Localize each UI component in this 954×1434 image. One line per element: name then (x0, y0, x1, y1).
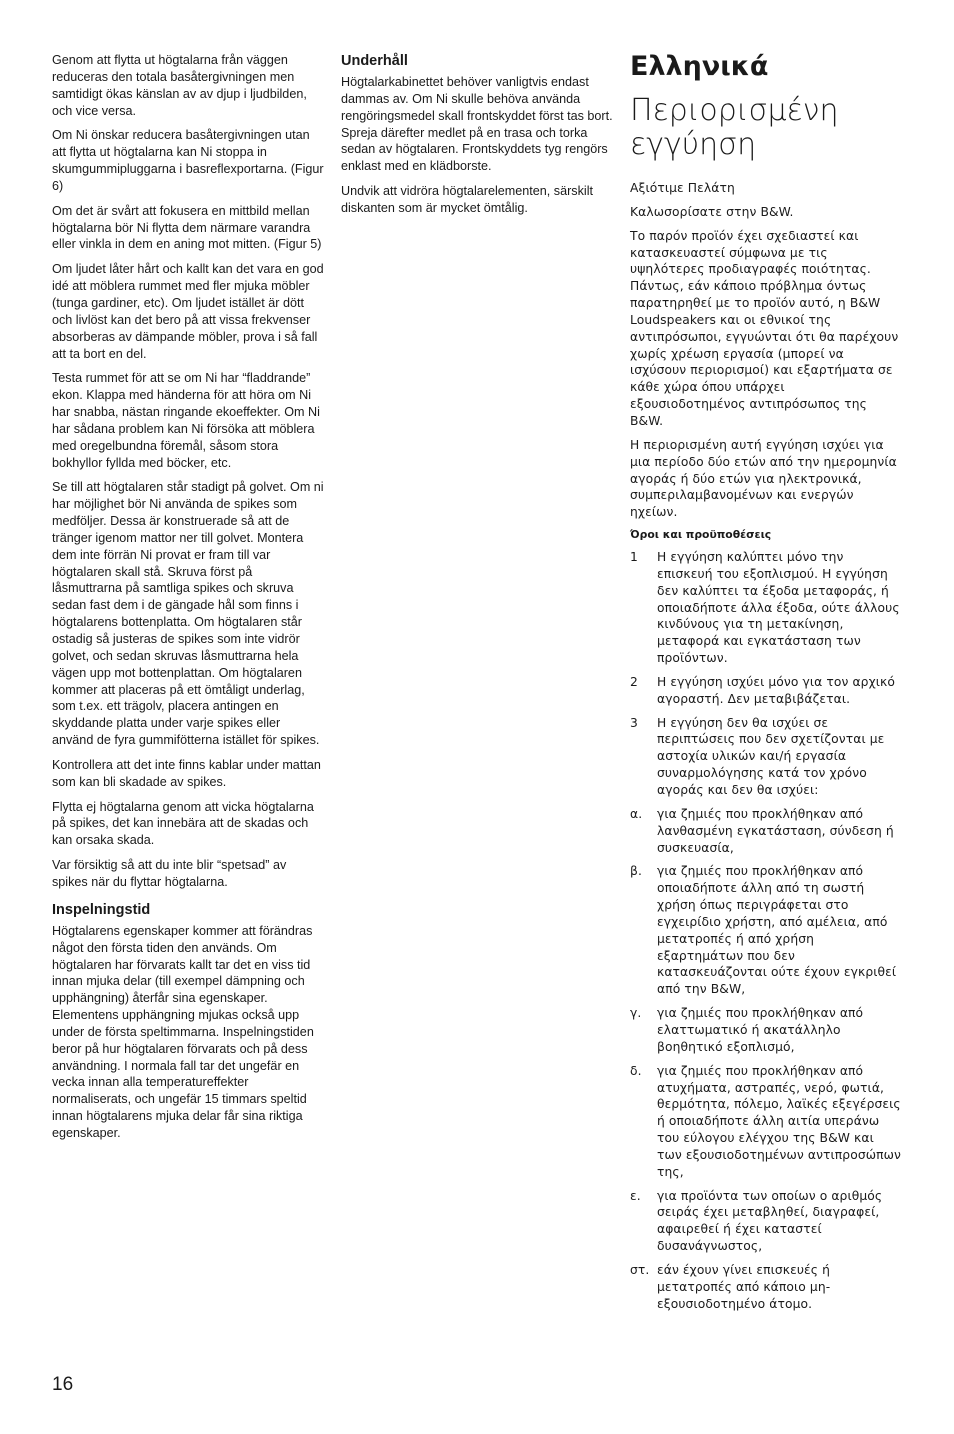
item-text: Η εγγύηση δεν θα ισχύει σε περιπτώσεις που δεν σχετίζονται με αστοχία υλικών και/ή εργασία συναρμολόγησης κατά τον χρόνο αγοράς και δεν θα ισχύει: (657, 715, 885, 797)
list-item (630, 1063, 902, 1181)
paragraph: Se till att högtalaren står stadigt på golvet. Om ni har möjlighet bör Ni använda de spikes som medföljer. Dessa är konstruerade så att de tränger igenom mattor ner till golvet. Montera dem inte förrän Ni provat er fram till var högtalaren skall stå. Skruva först på låsmuttrarna på samtliga spikes och skruva sedan fast dem i de gängade hål som finns i högtalarens bottenplatta. Om högtalaren står ostadig så justeras de spikes som inte vidrör golvet, och sedan skruvas låsmuttrarna hela vägen upp mot bottenplattan. Om högtalaren kommer att placeras på ett ömtåligt underlag, som t.ex. ett trägolv, placera antingen en skyddande platta under varje spikes eller använd de fyra gummifötterna istället för spikes. (52, 480, 324, 748)
paragraph: Om Ni önskar reducera basåtergivningen utan att flytta ut högtalarna kan Ni stoppa in skumgummipluggarna i basreflexportarna. (Figur 6) (52, 128, 324, 193)
item-number: 3 (630, 715, 638, 730)
item-number: στ. (630, 1262, 650, 1277)
item-text: για ζημιές που προκλήθηκαν από ελαττωματικό ή ακατάλληλο βοηθητικό εξοπλισμό, (657, 1006, 864, 1054)
paragraph: Flytta ej högtalarna genom att vicka högtalarna på spikes, det kan innebära att de skadas och kan orsaka skada. (52, 799, 314, 848)
item-number: α. (630, 806, 643, 821)
item-number: γ. (630, 1006, 642, 1021)
item-text: για ζημιές που προκλήθηκαν από ατυχήματα, αστραπές, νερό, φωτιά, θερμότητα, πόλεμο, λαϊκές εξεγέρσεις ή οποιαδήποτε άλλη αιτία υπεράνω του εύλογου ελέγχου της B&W και των εξουσιοδοτημένων αντιπροσώπων της, (657, 1063, 901, 1179)
item-number: 1 (630, 550, 638, 565)
warranty-title-line-1: Περιορισμένη (630, 93, 839, 128)
page-number: 16 (52, 1374, 74, 1395)
list-item (630, 1262, 902, 1313)
item-text: Η εγγύηση ισχύει μόνο για τον αρχικό αγοραστή. Δεν μεταβιβάζεται. (657, 674, 896, 706)
paragraph: Το παρόν προϊόν έχει σχεδιαστεί και κατασκευαστεί σύμφωνα με τις υψηλότερες προδιαγραφές ποιότητας. Πάντως, εάν κάποιο πρόβλημα όντως παρατηρηθεί με το προϊόν αυτό, η B&W Loudspeakers και οι εθνικοί της αντιπρόσωποι, εγγυώνται ότι θα παρέχουν χωρίς χρέωση εργασία (μπορεί να ισχύσουν περιορισμοί) και εξαρτήματα σε κάθε χώρα όπου υπάρχει εξουσιοδοτημένος αντιπρόσωπος της B&W. (630, 228, 899, 428)
item-text: εάν έχουν γίνει επισκευές ή μετατροπές από κάποιο μη-εξουσιοδοτημένο άτομο. (657, 1262, 831, 1311)
terms-list (630, 549, 902, 1312)
paragraph: Αξιότιμε Πελάτη (630, 181, 735, 195)
list-item (630, 1188, 902, 1255)
list-item (630, 863, 902, 998)
list-item (630, 549, 902, 667)
item-number: β. (630, 864, 642, 879)
section-heading-inspelningstid: Inspelningstid (52, 901, 151, 918)
paragraph: Testa rummet för att se om Ni har “fladdrande” ekon. Klappa med händerna för att höra om Ni har snabba, nästan ringande ekoeffekter. Om Ni har sådana problem kan Ni försöka att möblera med oregelbundna föremål, såsom stora bokhyllor fyllda med böcker, etc. (52, 371, 320, 470)
item-text: για προϊόντα των οποίων ο αριθμός σειράς έχει μεταβληθεί, διαγραφεί, αφαιρεθεί ή έχει καταστεί δυσανάγνωστος, (657, 1188, 883, 1254)
paragraph: Η περιορισμένη αυτή εγγύηση ισχύει για μια περίοδο δύο ετών από την ημερομηνία αγοράς ή δύο ετών για ηλεκτρονικά, συμπεριλαμβανομένων και ενεργών ηχείων. (630, 437, 897, 520)
paragraph: Högtalarkabinettet behöver vanligtvis endast dammas av. Om Ni skulle behöva använda rengöringsmedel skall frontskyddet först tas bort. Spreja därefter medlet på en trasa och torka sedan av högtalaren. Frontskyddets tyg rengörs enklast med en klädborste. (341, 75, 613, 174)
paragraph: Högtalarens egenskaper kommer att förändras något den första tiden den används. Om högtalaren har förvarats kallt tar det en viss tid innan mjuka delar (till exempel dämpning och upphängning) återfår sina egenskaper. Elementens upphängning mjukas också upp under de första speltimmarna. Inspelningstiden beror på hur högtalaren förvarats och på dess användning. I normala fall tar det ungefär en vecka innan alla temperatureffekter normaliserats, och ungefär 15 timmars speltid innan högtalarens mjuka delar får sina riktiga egenskaper. (52, 923, 314, 1140)
warranty-title (630, 94, 902, 162)
paragraph: Var försiktig så att du inte blir “spetsad” av spikes när du flyttar högtalarna. (52, 858, 287, 889)
item-text: Η εγγύηση καλύπτει μόνο την επισκευή του εξοπλισμού. Η εγγύηση δεν καλύπτει τα έξοδα μεταφοράς, ή οποιαδήποτε άλλα έξοδα, ούτε άλλους κινδύνους για τη μετακίνηση, μεταφορά και εγκατάσταση των προϊόντων. (657, 550, 900, 666)
list-item (630, 674, 902, 708)
list-item (630, 715, 902, 799)
section-heading-underhall: Underhåll (341, 53, 408, 69)
language-title: Ελληνικά (630, 51, 769, 82)
paragraph: Genom att flytta ut högtalarna från väggen reduceras den totala basåtergivningen men samtidigt ökas känslan av av djup i ljudbilden, och vice versa. (52, 53, 307, 118)
column-greek (630, 52, 902, 1319)
paragraph: Καλωσορίσατε στην B&W. (630, 204, 794, 219)
paragraph: Om ljudet låter hårt och kallt kan det vara en god idé att möblera rummet med fler mjuka möbler (tunga gardiner, etc). Om ljudet istället är dött och livlöst kan det bero på att vissa frekvenser absorberas av dämpande möbler, prova i så fall att ta bort en del. (52, 262, 324, 361)
paragraph: Undvik att vidröra högtalarelementen, särskilt diskanten som är mycket ömtålig. (341, 184, 593, 215)
list-item (630, 806, 902, 857)
item-number: ε. (630, 1188, 641, 1203)
item-number: δ. (630, 1063, 642, 1078)
column-swedish-1 (52, 52, 324, 1150)
paragraph: Kontrollera att det inte finns kablar under mattan som kan bli skadade av spikes. (52, 757, 321, 789)
warranty-title-line-2: εγγύηση (630, 127, 757, 162)
item-text: για ζημιές που προκλήθηκαν από οποιαδήποτε άλλη από τη σωστή χρήση όπως περιγράφεται στο εγχειρίδιο χρήστη, από αμέλεια, από μετατροπές ή από χρήση εξαρτημάτων που δεν κατασκευάζονται ούτε έχουν εγκριθεί από την B&W, (657, 864, 897, 997)
list-item (630, 1005, 902, 1056)
item-number: 2 (630, 674, 638, 689)
item-text: για ζημιές που προκλήθηκαν από λανθασμένη εγκατάσταση, σύνδεση ή συσκευασία, (657, 806, 894, 855)
paragraph: Om det är svårt att fokusera en mittbild mellan högtalarna bör Ni flytta dem närmare varandra eller vinkla in dem en aning mot mitten. (Figur 5) (52, 203, 322, 252)
terms-heading: Όροι και προϋποθέσεις (630, 528, 772, 542)
column-swedish-2 (341, 52, 613, 225)
